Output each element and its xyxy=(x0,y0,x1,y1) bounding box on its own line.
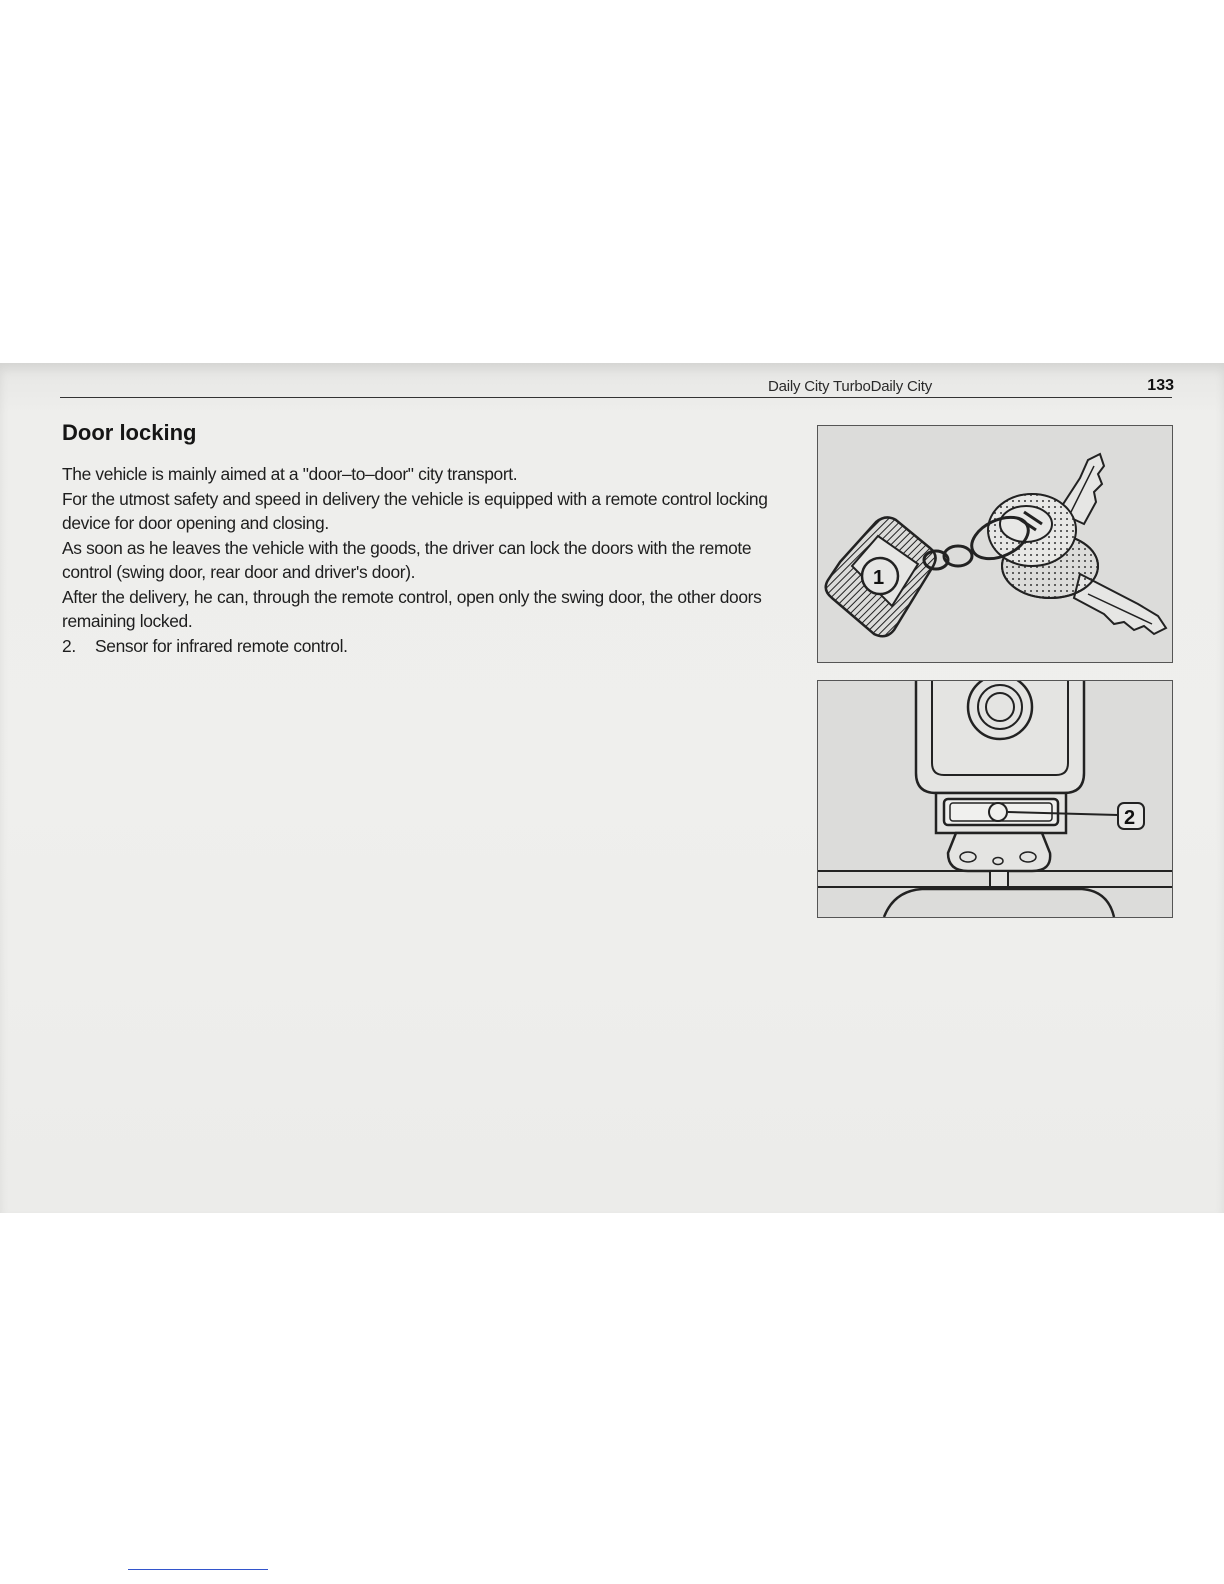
figure-remote-control-keys xyxy=(817,425,1173,663)
list-item-text: Sensor for infrared remote control. xyxy=(95,635,348,656)
paragraph-2: For the utmost safety and speed in delivery the vehicle is equipped with a remote control locking device for door opening and closing. xyxy=(62,488,768,533)
figure-2-callout: 2 xyxy=(1124,807,1136,829)
list-item xyxy=(62,634,802,659)
figure-infrared-sensor xyxy=(817,680,1173,918)
running-header: Daily City TurboDaily City xyxy=(767,378,932,395)
paragraph-1: The vehicle is mainly aimed at a "door–to–door" city transport. xyxy=(62,464,518,484)
figure-1-callout: 1 xyxy=(873,567,885,589)
footnote-rule xyxy=(128,1569,268,1570)
header-divider xyxy=(60,397,1172,398)
infrared-sensor-illustration xyxy=(818,681,1172,917)
remote-key-illustration xyxy=(818,426,1172,662)
list-item-number: 2. xyxy=(62,635,76,656)
page-number: 133 xyxy=(1147,377,1174,394)
paragraph-4: After the delivery, he can, through the remote control, open only the swing door, the other doors remaining locked. xyxy=(62,586,762,631)
section-heading: Door locking xyxy=(62,420,197,445)
paragraph-3: As soon as he leaves the vehicle with the goods, the driver can lock the doors with the remote control (swing door, rear door and driver's door). xyxy=(62,537,752,582)
body-text xyxy=(62,462,802,658)
